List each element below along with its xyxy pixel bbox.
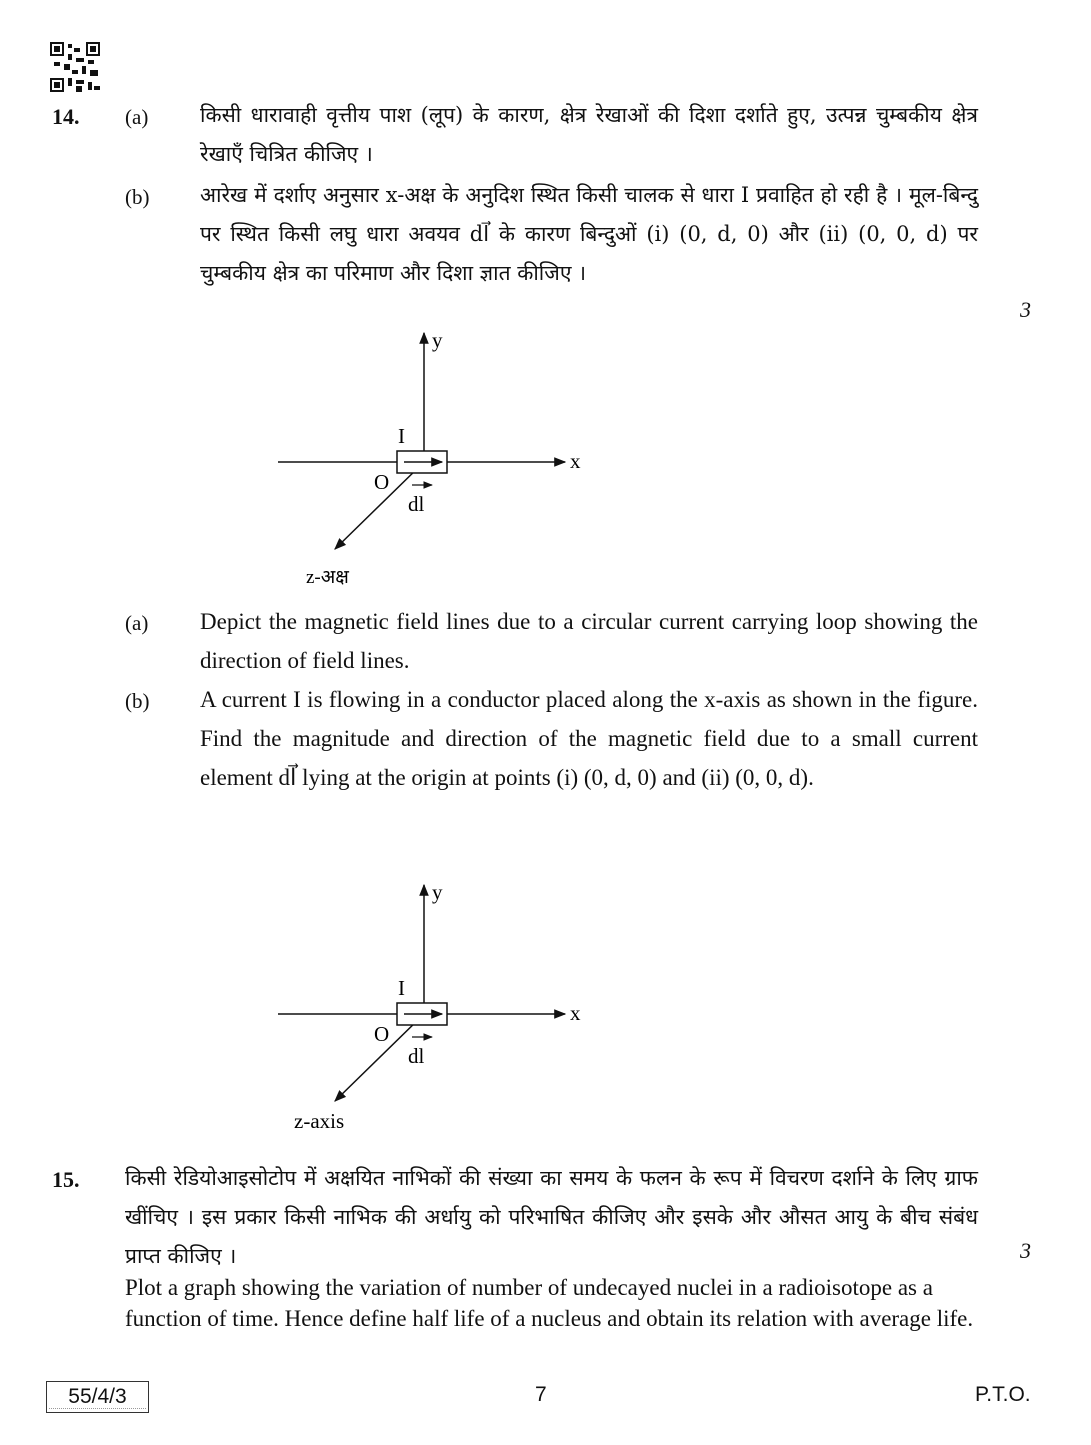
z-axis-label: z-axis	[294, 1109, 345, 1133]
page-number: 7	[535, 1383, 547, 1406]
q15-english-text: Plot a graph showing the variation of number of undecayed nuclei in a radioisotope as a function of time. Hence define half life of a nucleus and obtain its relation with average life.	[125, 1275, 974, 1331]
x-axis-label: x	[570, 1001, 581, 1025]
element-label: dl	[408, 492, 425, 516]
q14-english-part-a-label: (a)	[125, 611, 149, 635]
q14-english-part-b-label: (b)	[125, 689, 150, 713]
y-axis-label: y	[432, 880, 443, 904]
q14-hindi-part-b-label: (b)	[125, 185, 150, 209]
question-15-number: 15.	[52, 1167, 80, 1192]
current-label: I	[398, 976, 405, 1000]
y-axis-label: y	[432, 328, 443, 352]
z-axis-label: z-अक्ष	[306, 567, 349, 588]
origin-label: O	[374, 470, 390, 494]
q15-hindi-text: किसी रेडियोआइसोटोप में अक्षयित नाभिकों की संख्या का समय के फलन के रूप में विचरण दर्शाने के लिए ग्राफ खींचिए । इस प्रकार किसी नाभिक की अर्धायु को परिभाषित कीजिए और इसके और औसत आयु के बीच संबंध प्राप्त कीजिए ।	[125, 1166, 978, 1268]
x-axis-label: x	[570, 449, 581, 473]
please-turn-over: P.T.O.	[975, 1383, 1031, 1406]
q14-hindi-axes-figure	[270, 325, 600, 590]
q15-marks: 3	[1020, 1238, 1031, 1263]
paper-code: 55/4/3	[46, 1381, 149, 1413]
q14-hindi-part-b-text: आरेख में दर्शाए अनुसार x-अक्ष के अनुदिश स्थित किसी चालक से धारा I प्रवाहित हो रही है । मूल-बिन्दु पर स्थित किसी लघु धारा अवयव dl⃗ के कारण बिन्दुओं (i) (0, d, 0) और (ii) (0, 0, d) पर चुम्बकीय क्षेत्र का परिमाण और दिशा ज्ञात कीजिए ।	[200, 183, 978, 285]
q14-english-part-b-text: A current I is flowing in a conductor placed along the x-axis as shown in the figure. Find the magnitude and direction of the magnetic field due to a small current element dl⃗ lying at the origin at points (i) (0, d, 0) and (ii) (0, 0, d).	[200, 687, 978, 790]
q14-hindi-part-a-label: (a)	[125, 105, 149, 129]
q14-hindi-part-a-text: किसी धारावाही वृत्तीय पाश (लूप) के कारण, क्षेत्र रेखाओं की दिशा दर्शाते हुए, उत्पन्न चुम्बकीय क्षेत्र रेखाएँ चित्रित कीजिए ।	[200, 103, 978, 166]
element-label: dl	[408, 1044, 425, 1068]
origin-label: O	[374, 1022, 390, 1046]
q14-marks: 3	[1020, 297, 1031, 322]
question-14-number: 14.	[52, 104, 80, 129]
qr-code-icon	[50, 42, 100, 92]
current-label: I	[398, 424, 405, 448]
q14-english-axes-figure	[270, 877, 600, 1137]
q14-english-part-a-text: Depict the magnetic field lines due to a circular current carrying loop showing the direction of field lines.	[200, 609, 978, 673]
